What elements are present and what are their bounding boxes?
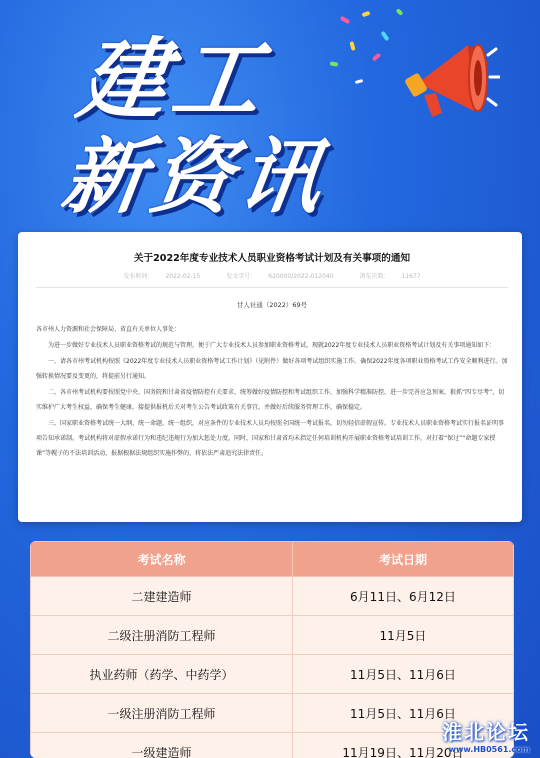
exam-date-cell: 11月5日、11月6日 [292, 655, 513, 694]
exam-name-cell: 二建建造师 [31, 577, 293, 616]
table-header-row [31, 542, 514, 577]
number-value: 620000/2022-012040 [268, 273, 334, 280]
table-row [31, 655, 514, 694]
header-title-line2: 新资讯 [56, 130, 334, 225]
doc-number: 甘人社通（2022）69号 [236, 301, 308, 309]
body-paragraph: 为进一步做好专业技术人员职业资格考试的规范与管理，便于广大专业技术人员参加职业资格考试，现就2022年度专业技术人员职业资格考试计划及有关事项通知如下： [48, 342, 496, 349]
views-value: 11677 [401, 273, 421, 280]
header-exam-date: 考试日期 [292, 542, 513, 577]
exam-date-cell: 11月5日 [292, 616, 513, 655]
date-label: 发布时间： [123, 273, 154, 280]
exam-name-cell: 一级建造师 [31, 733, 293, 758]
notice-document [18, 232, 522, 522]
exam-name-cell: 二级注册消防工程师 [31, 616, 293, 655]
views-label: 浏览次数： [359, 273, 390, 280]
date-value: 2022-02-15 [165, 273, 201, 280]
watermark-url: www.HB0561.com [448, 745, 530, 754]
table-row [31, 577, 514, 616]
notice-body [36, 322, 508, 461]
body-paragraph: 一、请各市州考试机构按照《2022年度专业技术人员职业资格考试工作计划》（见附件）做好各项考试组织实施工作。确保2022年度各项职业资格考试工作安全顺利进行。加强转换情况要及变更的，将提前另行通知。 [36, 358, 508, 380]
exam-date-cell: 11月19日、11月20日 [292, 733, 513, 758]
megaphone-icon [390, 25, 500, 125]
header-title-line1: 建工 [71, 28, 275, 131]
exam-date-cell: 11月5日、11月6日 [292, 694, 513, 733]
divider [36, 287, 508, 288]
site-watermark [442, 716, 530, 754]
table-row [31, 616, 514, 655]
watermark-text: 淮北论坛 [442, 720, 530, 744]
body-paragraph: 三、国家职业资格考试统一大纲、统一命题、统一组织，对应条件的专业技术人员均按照全国统一考试报名，切勿轻信虚假宣传。专业技术人员职业资格考试实行报名证明事项告知承诺制。考试机构将对虚假承诺行为和违纪违规行为加大惩处力度，同时，国家和甘肃省均未指定任何培训机构开展职业资格考试培训工作，对打着“保过”“命题专家授课”等幌子的不法培训活动，报据根据法规组织实施作弊的，将依法严肃追究法律责任。 [36, 420, 505, 457]
notice-title: 关于2022年度专业技术人员职业资格考试计划及有关事项的通知 [133, 253, 411, 264]
exam-name-cell: 一级注册消防工程师 [31, 694, 293, 733]
number-label: 发文字号： [226, 273, 257, 280]
exam-name-cell: 执业药师（药学、中药学） [31, 655, 293, 694]
exam-date-cell: 6月11日、6月12日 [292, 577, 513, 616]
body-paragraph: 二、各市州考试机构要按照党中央、国务院和甘肃省疫情防控有关要求，统筹做好疫情防控和考试组织工作，加强科学精准防控，进一步完善应急预案，狠抓“四专尽考”，切实维护广大考生权益，确保考生健康。接提供报机后关对考生公告考试政策有关事宜，并做好后续服务管理工作，确保稳定。 [36, 389, 505, 411]
header-exam-name: 考试名称 [31, 542, 293, 577]
notice-meta [36, 271, 508, 280]
body-paragraph: 各市州人力资源和社会保障局、省直有关单位人事处： [36, 326, 181, 333]
